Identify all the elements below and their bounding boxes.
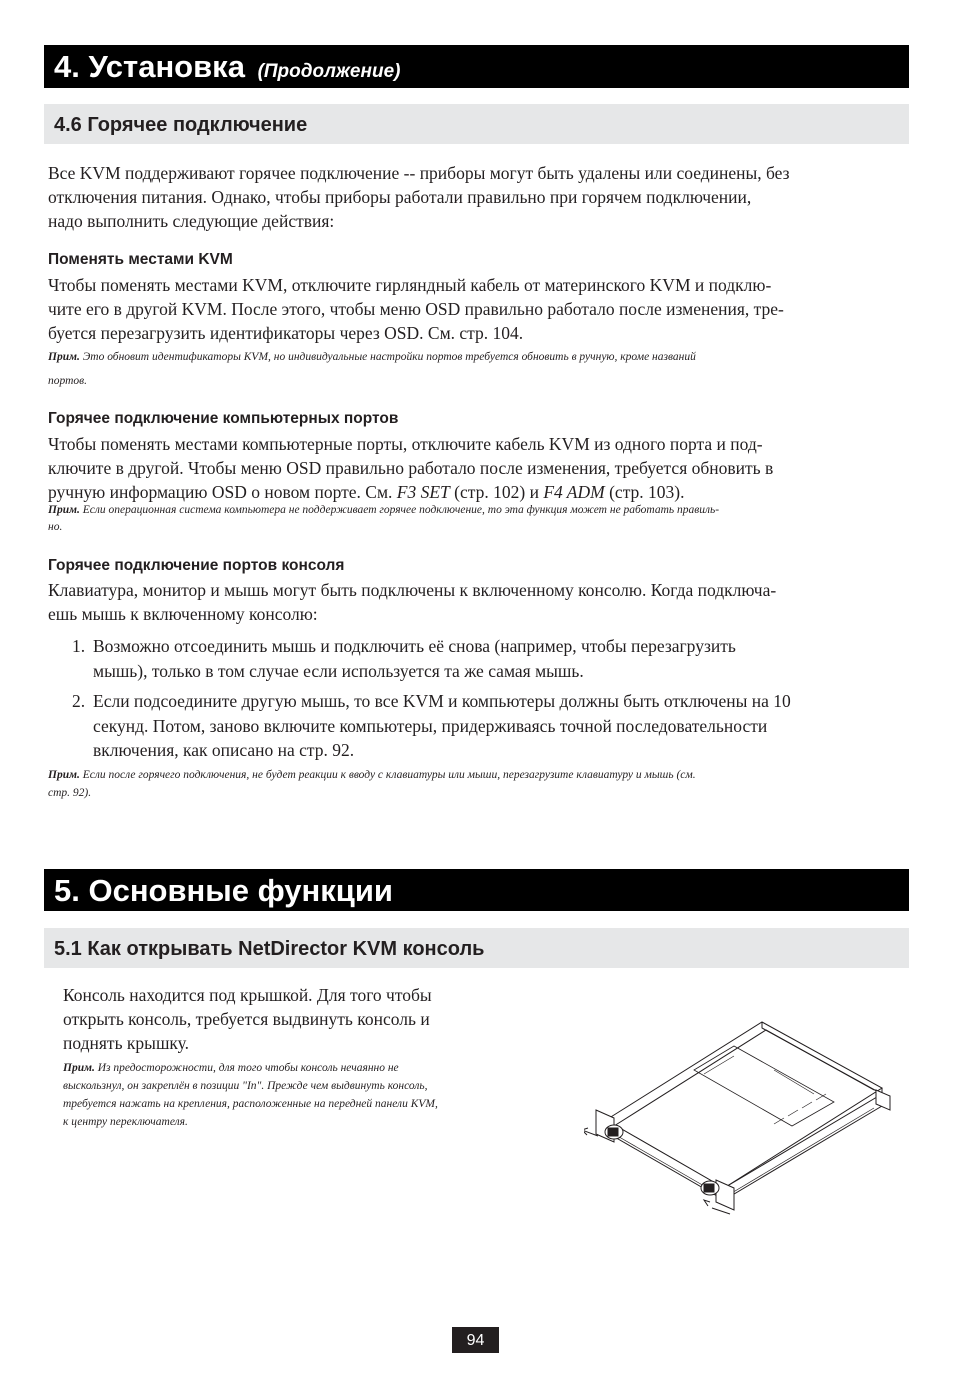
list-item-line: мышь), только в том случае если используется та же самая мышь. <box>93 660 584 681</box>
s51-note-line-2: выскользнул, он закреплён в позиции "In". Прежде чем выдвинуть консоль, <box>63 1080 428 1092</box>
list-item-line: Возможно отсоединить мышь и подключить её снова (например, чтобы перезагрузить <box>93 636 736 656</box>
s51-line-2: открыть консоль, требуется выдвинуть консоль и <box>63 1009 430 1029</box>
page-number: 94 <box>452 1327 499 1353</box>
swap-kvm-note-line-2: портов. <box>48 375 88 387</box>
subsection-4-6-heading: 4.6 Горячее подключение <box>44 104 909 144</box>
note-text: Это обновит идентификаторы KVM, но индивидуальные настройки портов требуется обновить в ручную, кроме названий <box>82 351 696 363</box>
note-label: Прим. <box>63 1062 95 1074</box>
text: (стр. 103). <box>604 482 685 502</box>
list-item-line: включения, как описано на стр. 92. <box>93 740 355 760</box>
console-ports-note-line-1 <box>48 769 696 781</box>
s51-note-line-4: к центру переключателя. <box>63 1116 188 1128</box>
swap-kvm-line-1: Чтобы поменять местами KVM, отключите гирляндный кабель от материнского KVM и подклю- <box>48 275 772 295</box>
section-4-header <box>44 45 909 88</box>
f4-adm-ref: F4 ADM <box>543 482 605 502</box>
list-item <box>72 689 902 763</box>
section-5-title: 5. Основные функции <box>54 873 393 908</box>
swap-kvm-heading: Поменять местами KVM <box>48 251 233 268</box>
note-text: Если после горячего подключения, не будет реакции к вводу с клавиатуры или мыши, перезагрузите клавиатуру и мышь (см. <box>82 769 696 781</box>
computer-ports-heading: Горячее подключение компьютерных портов <box>48 410 399 427</box>
console-ports-line-2: ешь мышь к включенному консолю: <box>48 604 318 624</box>
list-item-line: секунд. Потом, заново включите компьютеры, придерживаясь точной последовательности <box>93 715 768 736</box>
computer-ports-note-line-1 <box>48 504 719 516</box>
section-4-title: 4. Установка <box>54 49 245 84</box>
intro-line-3: надо выполнить следующие действия: <box>48 211 335 231</box>
swap-kvm-line-3: буется перезагрузить идентификаторы через OSD. См. стр. 104. <box>48 323 524 343</box>
note-text: Из предосторожности, для того чтобы консоль нечаянно не <box>97 1062 399 1074</box>
intro-line-1: Все KVM поддерживают горячее подключение -- приборы могут быть удалены или соединены, без <box>48 163 790 183</box>
s51-line-3: поднять крышку. <box>63 1033 190 1053</box>
computer-ports-line-2: ключите в другой. Чтобы меню OSD правильно работало после изменения, требуется обновить в <box>48 458 774 478</box>
console-ports-line-1: Клавиатура, монитор и мышь могут быть подключены к включенному консолю. Когда подключа- <box>48 580 777 600</box>
text: (стр. 102) и <box>449 482 544 502</box>
list-item-line: Если подсоедините другую мышь, то все KVM и компьютеры должны быть отключены на 10 <box>93 691 791 711</box>
section-5-header <box>44 869 909 911</box>
console-ports-note-line-2: стр. 92). <box>48 787 92 799</box>
swap-kvm-line-2: чите его в другой KVM. После этого, чтобы меню OSD правильно работало после изменения, тре- <box>48 299 784 319</box>
note-text: Если операционная система компьютера не поддерживает горячее подключение, то эта функция может не работать правиль- <box>82 504 720 516</box>
s51-note-line-3: требуется нажать на крепления, расположенные на передней панели KVM, <box>63 1098 438 1110</box>
computer-ports-line-1: Чтобы поменять местами компьютерные порты, отключите кабель KVM из одного порта и под- <box>48 434 763 454</box>
list-number: 1. <box>72 636 86 656</box>
text: ручную информацию OSD о новом порте. См. <box>48 482 397 502</box>
kvm-console-illustration <box>584 1010 894 1215</box>
note-label: Прим. <box>48 504 80 516</box>
note-label: Прим. <box>48 769 80 781</box>
swap-kvm-note-line-1 <box>48 351 696 363</box>
list-number: 2. <box>72 691 86 711</box>
computer-ports-line-3 <box>48 480 685 505</box>
subsection-5-1-heading: 5.1 Как открывать NetDirector KVM консоль <box>44 928 909 968</box>
list-item <box>72 634 902 683</box>
s51-line-1: Консоль находится под крышкой. Для того чтобы <box>63 985 432 1005</box>
section-4-subtitle: (Продолжение) <box>257 61 401 82</box>
f3-set-ref: F3 SET <box>396 482 450 502</box>
intro-line-2: отключения питания. Однако, чтобы приборы работали правильно при горячем подключении, <box>48 187 752 207</box>
computer-ports-note-line-2: но. <box>48 521 63 533</box>
s51-note-line-1 <box>63 1062 399 1074</box>
note-label: Прим. <box>48 351 80 363</box>
console-ports-heading: Горячее подключение портов консоля <box>48 557 345 574</box>
